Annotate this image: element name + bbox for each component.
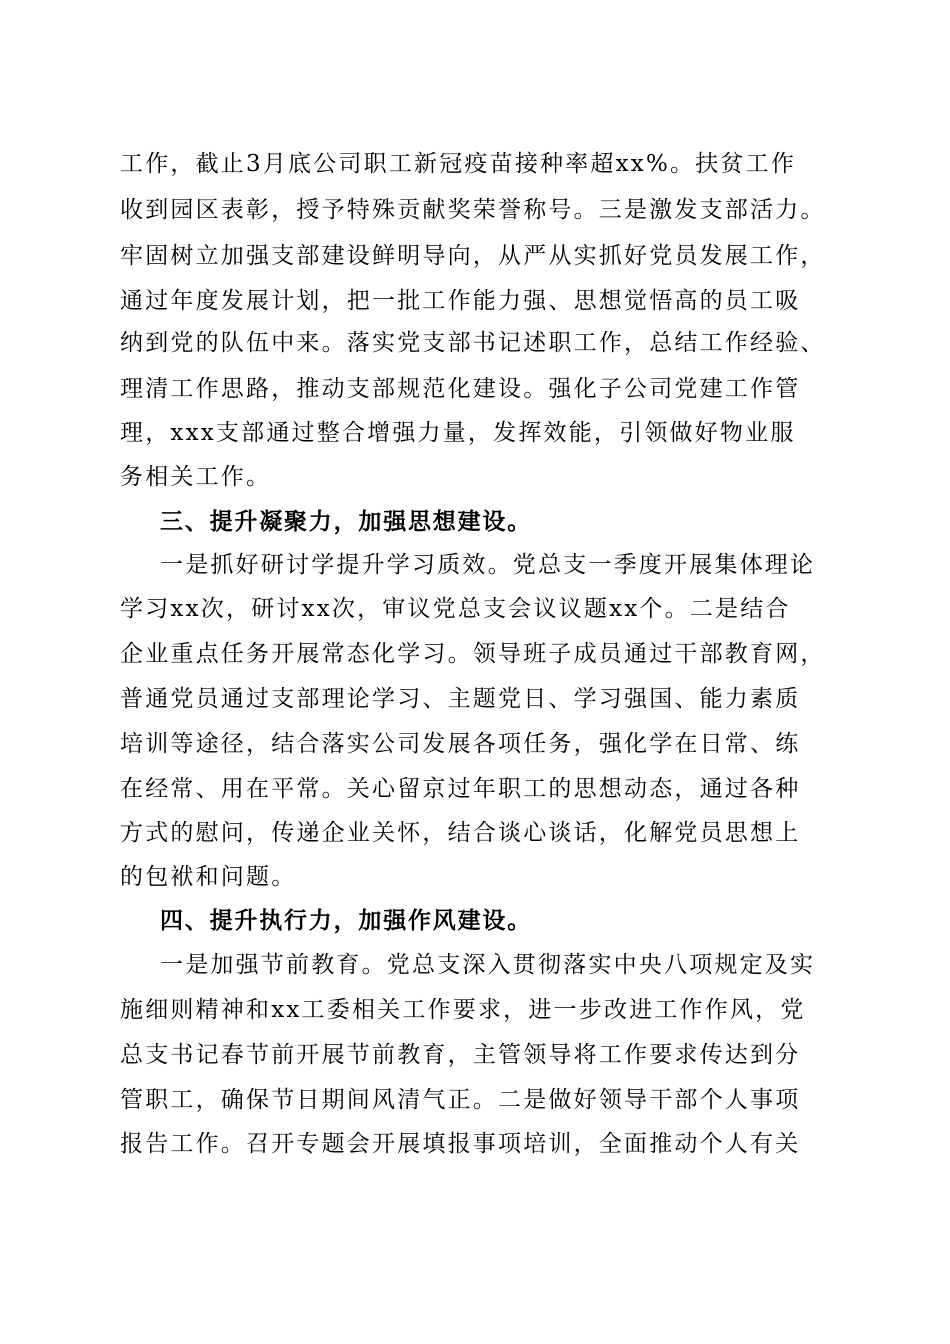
paragraph-line: 总支书记春节前开展节前教育，主管领导将工作要求传达到分	[120, 1042, 801, 1068]
paragraph-line: 企业重点任务开展常态化学习。领导班子成员通过干部教育网，	[120, 641, 826, 667]
paragraph-line: 管职工，确保节日期间风清气正。二是做好领导干部个人事项	[120, 1087, 801, 1113]
paragraph-line: 在经常、用在平常。关心留京过年职工的思想动态，通过各种	[120, 776, 801, 802]
paragraph-line: 培训等途径，结合落实公司发展各项任务，强化学在日常、练	[120, 731, 801, 757]
paragraph-line: 的包袱和问题。	[120, 864, 297, 890]
paragraph-line: 报告工作。召开专题会开展填报事项培训，全面推动个人有关	[120, 1131, 801, 1157]
paragraph-line: 收到园区表彰，授予特殊贡献奖荣誉称号。三是激发支部活力。	[120, 197, 826, 223]
paragraph-line: 理清工作思路，推动支部规范化建设。强化子公司党建工作管	[120, 376, 801, 402]
paragraph-line: 施细则精神和xx工委相关工作要求，进一步改进工作作风，党	[120, 997, 806, 1023]
paragraph-line: 理，xxx支部通过整合增强力量，发挥效能，引领做好物业服	[120, 420, 796, 446]
paragraph-line: 一是加强节前教育。党总支深入贯彻落实中央八项规定及实	[160, 952, 816, 978]
section-heading: 三、提升凝聚力，加强思想建设。	[160, 508, 532, 535]
section-heading: 四、提升执行力，加强作风建设。	[160, 907, 532, 934]
paragraph-line: 通过年度发展计划，把一批工作能力强、思想觉悟高的员工吸	[120, 288, 801, 314]
paragraph-line: 学习xx次，研讨xx次，审议党总支会议议题xx个。二是结合	[120, 596, 791, 622]
paragraph-line: 方式的慰问，传递企业关怀，结合谈心谈话，化解党员思想上	[120, 820, 801, 846]
paragraph-line: 工作，截止3月底公司职工新冠疫苗接种率超xx%。扶贫工作	[120, 151, 797, 177]
paragraph-line: 纳到党的队伍中来。落实党支部书记述职工作，总结工作经验、	[120, 330, 826, 356]
paragraph-line: 牢固树立加强支部建设鲜明导向，从严从实抓好党员发展工作，	[120, 243, 826, 269]
paragraph-line: 普通党员通过支部理论学习、主题党日、学习强国、能力素质	[120, 686, 801, 712]
paragraph-line: 务相关工作。	[120, 464, 272, 490]
paragraph-line: 一是抓好研讨学提升学习质效。党总支一季度开展集体理论	[160, 552, 816, 578]
